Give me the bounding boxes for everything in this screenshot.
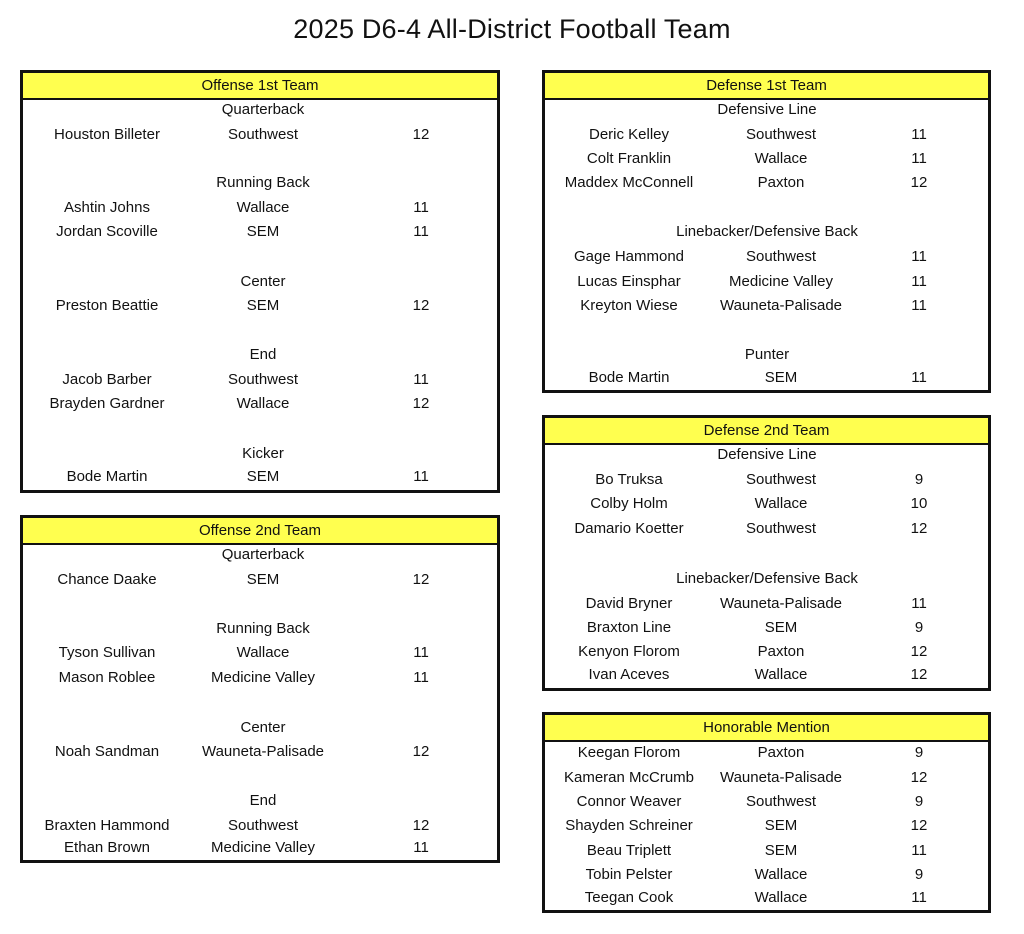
player-school: Medicine Valley <box>729 273 833 290</box>
player-school: Southwest <box>227 371 299 388</box>
offense-1st-team-header: Offense 1st Team <box>23 73 497 100</box>
player-name: Houston Billeter <box>54 126 160 143</box>
player-name: Jordan Scoville <box>56 223 158 240</box>
player-name: Bode Martin <box>66 468 148 485</box>
player-row <box>23 199 497 219</box>
player-row <box>545 793 988 813</box>
player-school: Southwest <box>745 126 817 143</box>
player-name: Bode Martin <box>588 369 670 386</box>
player-row <box>23 126 497 146</box>
player-row <box>545 889 988 909</box>
defense-1st-team-table <box>542 70 991 393</box>
player-row <box>545 248 988 268</box>
player-grade: 12 <box>412 817 430 834</box>
player-name: Tyson Sullivan <box>58 644 156 661</box>
player-grade: 11 <box>413 371 429 388</box>
player-grade: 12 <box>910 817 928 834</box>
player-name: Preston Beattie <box>55 297 159 314</box>
position-label: Running Back <box>216 174 310 191</box>
player-row <box>23 297 497 317</box>
player-grade: 11 <box>911 126 927 143</box>
player-school: Southwest <box>745 520 817 537</box>
position-label: Kicker <box>242 445 284 462</box>
player-name: Ethan Brown <box>64 839 150 856</box>
player-school: Southwest <box>745 248 817 265</box>
player-grade: 10 <box>910 495 928 512</box>
player-school: Paxton <box>757 174 805 191</box>
player-grade: 12 <box>910 666 928 683</box>
player-row <box>23 395 497 415</box>
player-row <box>23 571 497 591</box>
defense-2nd-team-table <box>542 415 991 691</box>
player-row <box>545 520 988 540</box>
player-row <box>545 666 988 686</box>
player-name: Beau Triplett <box>586 842 672 859</box>
position-label: Running Back <box>216 620 310 637</box>
player-school: Wallace <box>236 199 290 216</box>
player-grade: 11 <box>413 669 429 686</box>
position-label: Punter <box>744 346 790 363</box>
defense-2nd-team-header: Defense 2nd Team <box>545 418 988 445</box>
position-label: Defensive Line <box>717 101 817 118</box>
player-row <box>545 495 988 515</box>
player-name: Maddex McConnell <box>564 174 694 191</box>
player-school: SEM <box>764 369 798 386</box>
player-name: Colby Holm <box>590 495 668 512</box>
position-label: Linebacker/Defensive Back <box>676 570 858 587</box>
position-label: Linebacker/Defensive Back <box>676 223 858 240</box>
player-name: Lucas Einsphar <box>577 273 681 290</box>
player-school: Paxton <box>757 744 805 761</box>
player-grade: 11 <box>413 468 429 485</box>
position-label: Center <box>240 719 286 736</box>
player-grade: 11 <box>413 839 429 856</box>
player-school: Medicine Valley <box>211 839 315 856</box>
player-grade: 12 <box>910 643 928 660</box>
player-grade: 12 <box>412 126 430 143</box>
player-name: Kreyton Wiese <box>580 297 678 314</box>
player-name: Braxton Line <box>586 619 672 636</box>
player-name: Noah Sandman <box>54 743 160 760</box>
player-row <box>545 817 988 837</box>
player-name: Deric Kelley <box>588 126 670 143</box>
player-grade: 9 <box>914 471 924 488</box>
player-row <box>545 619 988 639</box>
player-grade: 9 <box>914 744 924 761</box>
player-school: Wauneta-Palisade <box>719 769 843 786</box>
player-school: Southwest <box>227 126 299 143</box>
player-school: SEM <box>764 619 798 636</box>
player-name: Teegan Cook <box>584 889 674 906</box>
player-school: Wallace <box>236 395 290 412</box>
player-school: SEM <box>764 842 798 859</box>
player-school: Wauneta-Palisade <box>719 297 843 314</box>
player-row <box>545 297 988 317</box>
offense-2nd-team-header: Offense 2nd Team <box>23 518 497 545</box>
player-name: Damario Koetter <box>574 520 684 537</box>
player-row <box>23 468 497 488</box>
player-school: Wauneta-Palisade <box>201 743 325 760</box>
player-row <box>545 150 988 170</box>
player-row <box>23 839 497 859</box>
player-grade: 11 <box>911 842 927 859</box>
offense-2nd-team-table <box>20 515 500 863</box>
player-school: SEM <box>246 468 280 485</box>
position-label: Quarterback <box>221 546 305 563</box>
player-grade: 11 <box>911 150 927 167</box>
player-row <box>23 743 497 763</box>
position-label: Quarterback <box>221 101 305 118</box>
player-grade: 11 <box>413 644 429 661</box>
player-name: Braxten Hammond <box>44 817 170 834</box>
position-label: End <box>249 346 277 363</box>
page-title: 2025 D6-4 All-District Football Team <box>293 14 731 44</box>
player-grade: 12 <box>910 520 928 537</box>
player-school: Southwest <box>745 471 817 488</box>
player-name: Jacob Barber <box>62 371 152 388</box>
player-school: Wauneta-Palisade <box>719 595 843 612</box>
player-row <box>545 273 988 293</box>
player-grade: 11 <box>911 248 927 265</box>
player-school: Wallace <box>754 495 808 512</box>
player-grade: 11 <box>911 273 927 290</box>
player-school: SEM <box>246 223 280 240</box>
player-grade: 9 <box>914 866 924 883</box>
player-grade: 12 <box>412 571 430 588</box>
player-row <box>545 769 988 789</box>
player-school: Wallace <box>754 889 808 906</box>
player-name: Bo Truksa <box>595 471 663 488</box>
player-school: Wallace <box>754 666 808 683</box>
player-school: Paxton <box>757 643 805 660</box>
player-name: Colt Franklin <box>586 150 672 167</box>
player-grade: 11 <box>413 223 429 240</box>
player-grade: 11 <box>413 199 429 216</box>
player-school: Medicine Valley <box>211 669 315 686</box>
player-row <box>23 817 497 837</box>
player-grade: 11 <box>911 889 927 906</box>
player-name: David Bryner <box>585 595 673 612</box>
player-grade: 9 <box>914 793 924 810</box>
player-row <box>545 643 988 663</box>
player-school: Wallace <box>754 150 808 167</box>
player-row <box>545 471 988 491</box>
honorable-mention-table <box>542 712 991 913</box>
player-name: Shayden Schreiner <box>565 817 693 834</box>
position-label: Defensive Line <box>717 446 817 463</box>
player-row <box>23 371 497 391</box>
player-school: Wallace <box>754 866 808 883</box>
offense-1st-team-table <box>20 70 500 493</box>
player-grade: 9 <box>914 619 924 636</box>
player-grade: 11 <box>911 595 927 612</box>
player-school: Southwest <box>745 793 817 810</box>
player-name: Chance Daake <box>57 571 157 588</box>
player-school: SEM <box>246 297 280 314</box>
player-name: Gage Hammond <box>573 248 685 265</box>
player-row <box>545 744 988 764</box>
player-row <box>545 866 988 886</box>
player-row <box>23 223 497 243</box>
player-school: SEM <box>764 817 798 834</box>
player-school: SEM <box>246 571 280 588</box>
player-name: Ivan Aceves <box>588 666 670 683</box>
player-name: Connor Weaver <box>576 793 682 810</box>
defense-1st-team-header: Defense 1st Team <box>545 73 988 100</box>
player-name: Mason Roblee <box>58 669 156 686</box>
player-name: Brayden Gardner <box>49 395 165 412</box>
player-grade: 11 <box>911 297 927 314</box>
player-name: Tobin Pelster <box>585 866 673 883</box>
player-name: Keegan Florom <box>577 744 681 761</box>
player-row <box>545 369 988 389</box>
player-grade: 12 <box>412 395 430 412</box>
player-grade: 11 <box>911 369 927 386</box>
position-label: End <box>249 792 277 809</box>
player-row <box>545 842 988 862</box>
position-label: Center <box>240 273 286 290</box>
player-row <box>545 126 988 146</box>
player-grade: 12 <box>910 769 928 786</box>
player-row <box>23 644 497 664</box>
player-name: Kenyon Florom <box>578 643 680 660</box>
player-row <box>545 174 988 194</box>
player-grade: 12 <box>910 174 928 191</box>
player-row <box>23 669 497 689</box>
player-name: Kameran McCrumb <box>563 769 695 786</box>
player-grade: 12 <box>412 743 430 760</box>
player-school: Southwest <box>227 817 299 834</box>
honorable-mention-header: Honorable Mention <box>545 715 988 742</box>
player-name: Ashtin Johns <box>64 199 150 216</box>
player-school: Wallace <box>236 644 290 661</box>
player-row <box>545 595 988 615</box>
player-grade: 12 <box>412 297 430 314</box>
